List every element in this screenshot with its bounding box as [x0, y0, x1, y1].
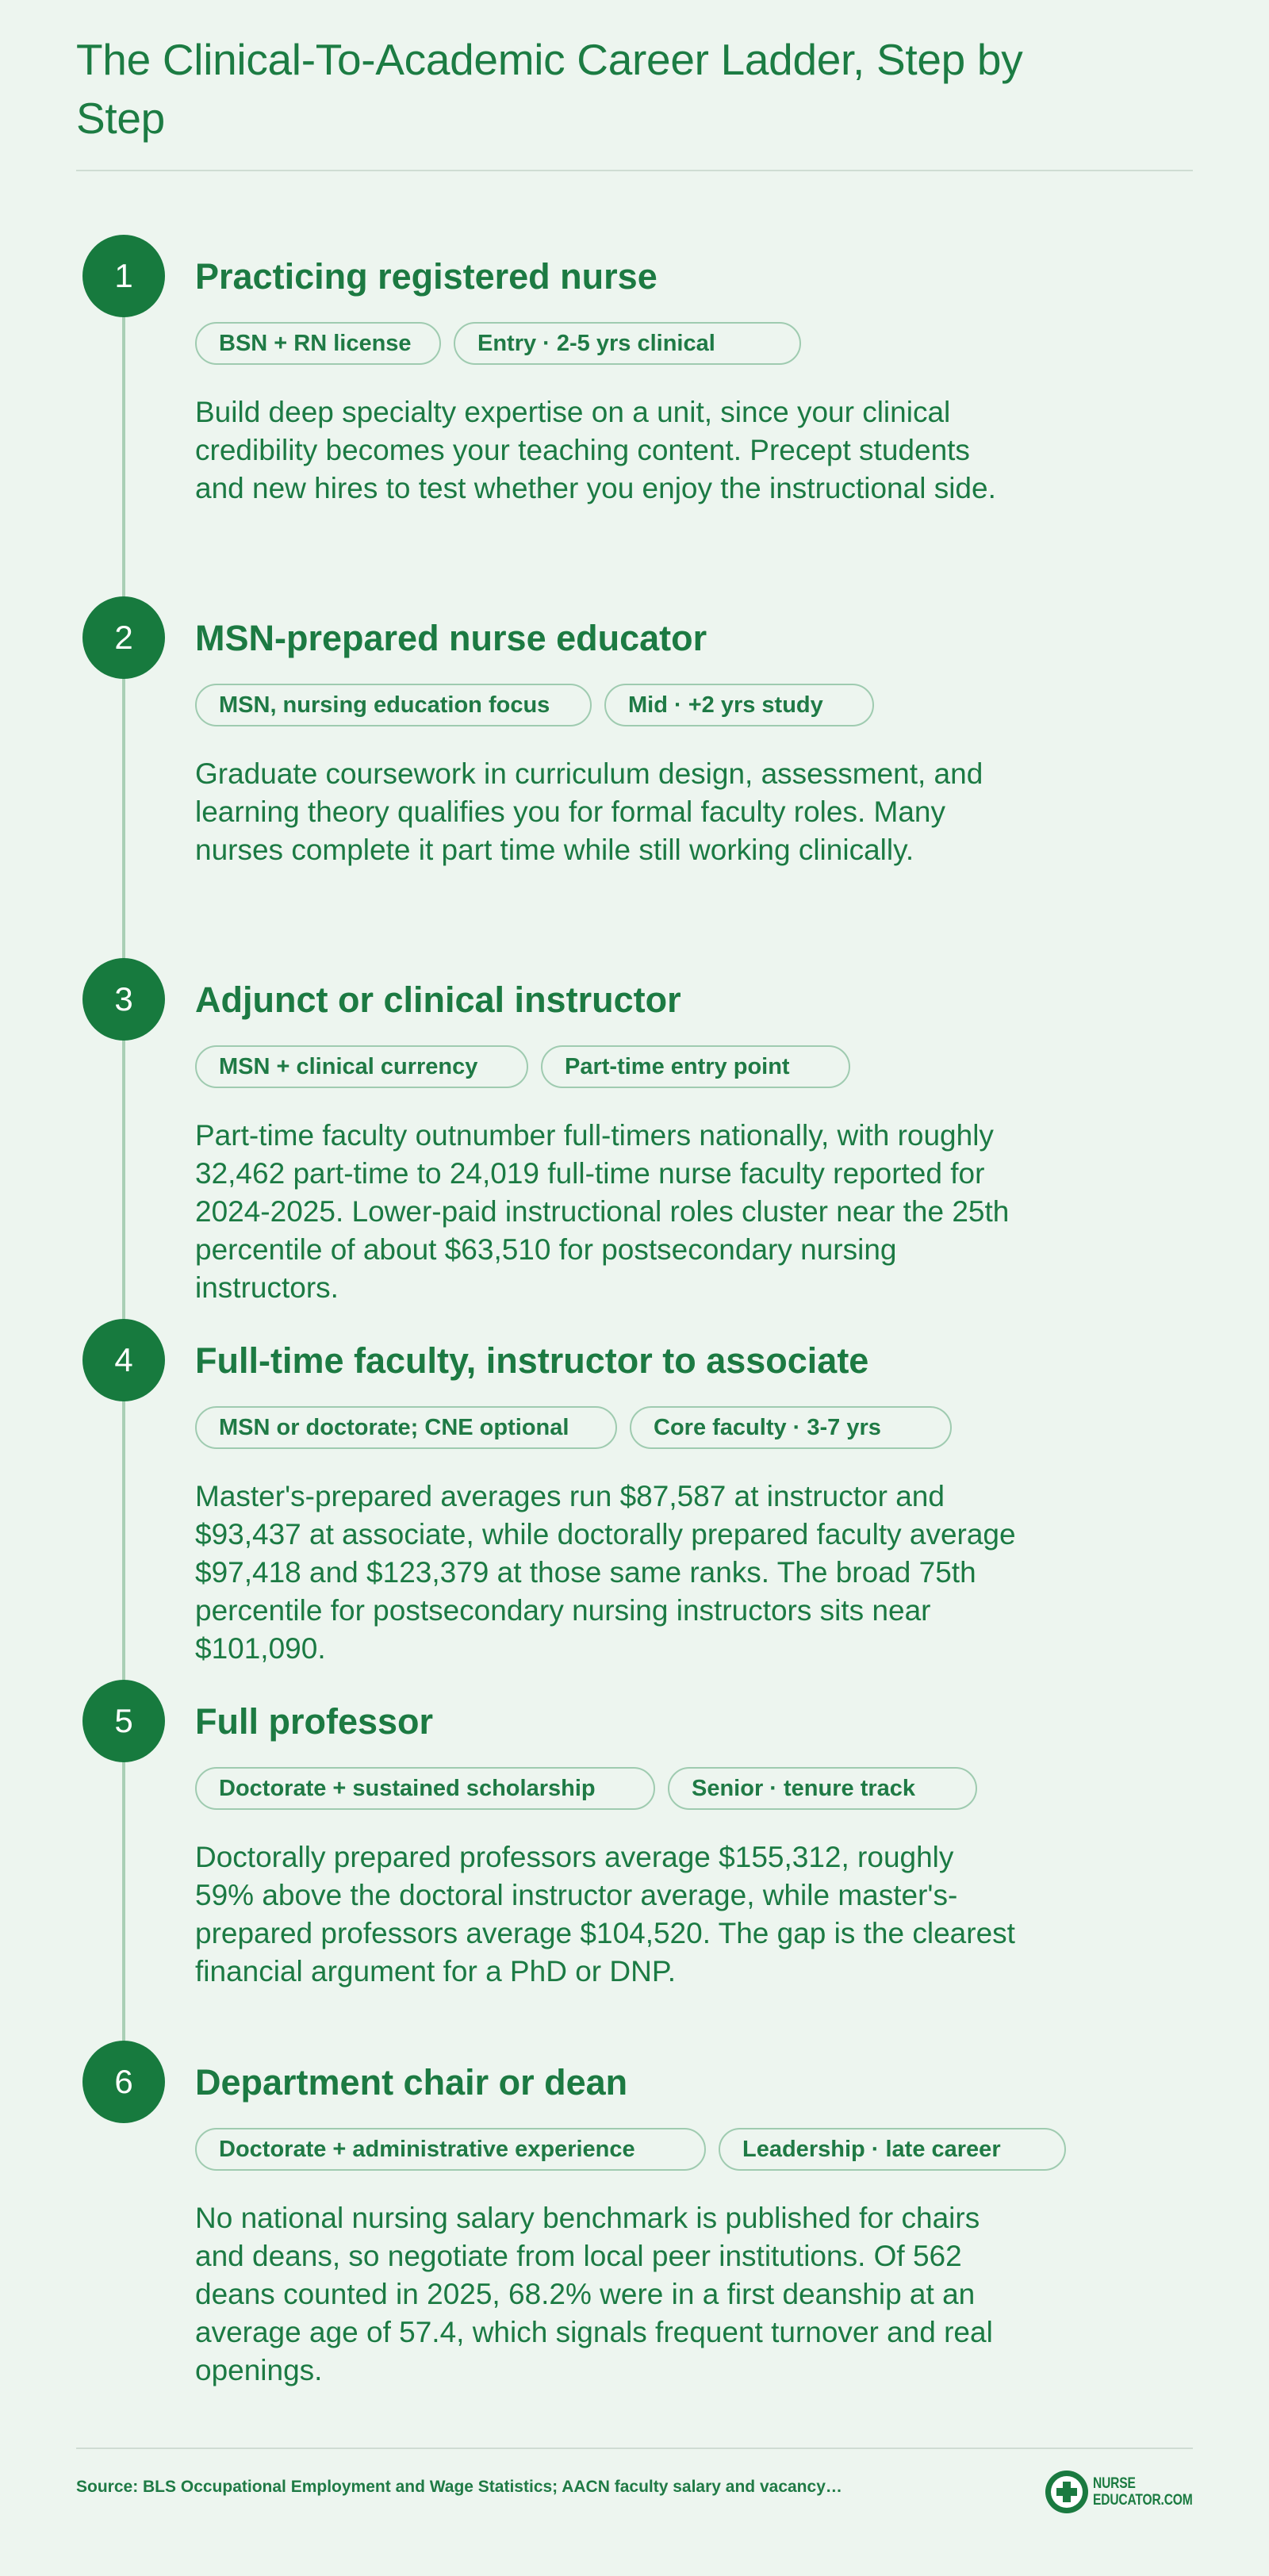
step-heading: Full professor	[195, 1701, 434, 1742]
stage-tag: Core faculty · 3-7 yrs	[630, 1406, 952, 1449]
top-divider	[76, 170, 1193, 171]
step-heading: Adjunct or clinical instructor	[195, 979, 681, 1020]
stage-tag: Leadership · late career	[719, 2128, 1066, 2171]
step-number-badge: 6	[82, 2041, 165, 2123]
brand-logo[interactable]	[1045, 2468, 1214, 2516]
timeline-line	[122, 276, 125, 2092]
step-number-badge: 5	[82, 1680, 165, 1762]
source-note: Source: BLS Occupational Employment and Wage Statistics; AACN faculty salary and vacancy…	[76, 2478, 842, 2496]
step-description: Doctorally prepared professors average $155,312, roughly 59% above the doctoral instructor average, while master's-prepared professors average $104,520. The gap is the clearest financial argument for a PhD or DNP.	[195, 1841, 1015, 1988]
step-number-badge: 2	[82, 596, 165, 679]
step-number-badge: 4	[82, 1319, 165, 1401]
step-tags	[195, 1406, 952, 1449]
credential-tag: MSN or doctorate; CNE optional	[195, 1406, 617, 1449]
step-description: Build deep specialty expertise on a unit, since your clinical credibility becomes your teaching content. Precept students and new hires to test whether you enjoy the instructional side.	[195, 396, 996, 504]
logo-line-nurse: NURSE	[1093, 2475, 1136, 2492]
step-tags	[195, 1767, 977, 1810]
stage-tag: Part-time entry point	[541, 1045, 850, 1088]
credential-tag: BSN + RN license	[195, 322, 441, 365]
logo-wordmark	[1093, 2475, 1193, 2509]
step-heading: Practicing registered nurse	[195, 256, 658, 297]
step-heading: MSN-prepared nurse educator	[195, 618, 707, 658]
stage-tag: Entry · 2-5 yrs clinical	[454, 322, 801, 365]
step-description: No national nursing salary benchmark is published for chairs and deans, so negotiate from local peer institutions. Of 562 deans counted in 2025, 68.2% were in a first deanship at an average age of 57.4, which signals frequent turnover and real openings.	[195, 2202, 993, 2386]
stage-tag: Senior · tenure track	[668, 1767, 977, 1810]
step-heading: Full-time faculty, instructor to associate	[195, 1340, 869, 1381]
stage-tag: Mid · +2 yrs study	[604, 684, 874, 726]
medical-cross-icon	[1045, 2471, 1088, 2513]
step-description: Part-time faculty outnumber full-timers nationally, with roughly 32,462 part-time to 24,019 full-time nurse faculty reported for 2024-2025. Lower-paid instructional roles cluster near the 25th percentile of about $63,510 for postsecondary nursing instructors.	[195, 1119, 1010, 1304]
credential-tag: MSN, nursing education focus	[195, 684, 592, 726]
credential-tag: Doctorate + sustained scholarship	[195, 1767, 655, 1810]
step-number-badge: 1	[82, 235, 165, 317]
step-description: Graduate coursework in curriculum design, assessment, and learning theory qualifies you for formal faculty roles. Many nurses complete it part time while still working clinically.	[195, 757, 983, 866]
step-tags	[195, 2128, 1066, 2171]
step-number-badge: 3	[82, 958, 165, 1041]
step-tags	[195, 684, 874, 726]
page-title: The Clinical-To-Academic Career Ladder, Step by Step	[76, 35, 1023, 143]
step-heading: Department chair or dean	[195, 2062, 628, 2103]
step-tags	[195, 322, 801, 365]
credential-tag: MSN + clinical currency	[195, 1045, 528, 1088]
step-tags	[195, 1045, 850, 1088]
credential-tag: Doctorate + administrative experience	[195, 2128, 706, 2171]
step-description: Master's-prepared averages run $87,587 at instructor and $93,437 at associate, while doctorally prepared faculty average $97,418 and $123,379 at those same ranks. The broad 75th percentile for postsecondary nursing instructors sits near $101,090.	[195, 1480, 1016, 1665]
logo-line-educator: EDUCATOR.COM	[1093, 2492, 1193, 2509]
bottom-divider	[76, 2448, 1193, 2449]
